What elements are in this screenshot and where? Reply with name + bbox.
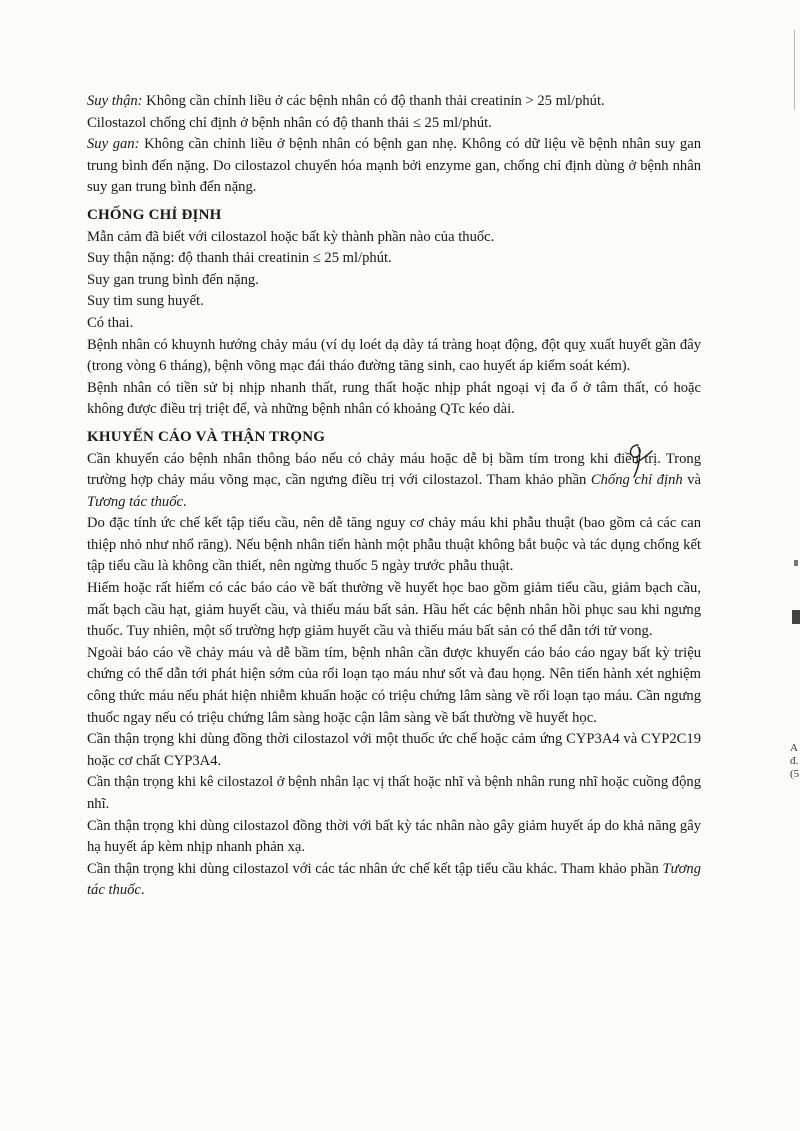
paragraph <box>87 816 701 859</box>
paragraph <box>87 335 701 378</box>
text-run: Cilostazol chống chỉ định ở bệnh nhân có độ thanh thải ≤ 25 ml/phút. <box>87 114 492 131</box>
document-body <box>87 91 701 902</box>
text-run: Bệnh nhân có tiền sử bị nhịp nhanh thất, rung thất hoặc nhịp phát ngoại vị đa ổ ở tâm thất, có hoặc không được điều trị triệt để, và những bệnh nhân có khoảng QTc kéo dài. <box>87 379 701 418</box>
paragraph <box>87 291 701 313</box>
italic-term: Tương tác thuốc <box>87 493 184 510</box>
italic-term: Suy thận: <box>87 93 143 109</box>
text-run: Cần khuyến cáo bệnh nhân thông báo nếu có chảy máu hoặc dễ bị bầm tím trong khi điều trị. Trong trường hợp chảy máu võng mạc, cần ngưng điều trị với cilostazol. Tham khảo phần <box>87 450 701 489</box>
paragraph <box>87 248 701 270</box>
edge-text-line: (5 <box>790 768 800 780</box>
italic-term: Chống chỉ định <box>590 472 683 489</box>
text-run: Suy thận nặng: độ thanh thải creatinin ≤ 25 ml/phút. <box>87 250 392 267</box>
text-run: Suy tim sung huyết. <box>87 293 204 310</box>
section-heading: KHUYẾN CÁO VÀ THẬN TRỌNG <box>87 428 326 445</box>
paragraph <box>87 227 701 249</box>
paragraph <box>87 449 701 514</box>
paragraph <box>87 729 701 772</box>
text-run: Ngoài báo cáo về chảy máu và dễ bầm tím, bệnh nhân cần được khuyến cáo báo cáo ngay bất kỳ triệu chứng có thể dẫn tới phát hiện sớm của rối loạn tạo máu như sốt và đau họng. Nên tiến hành xét nghiệm công thức máu nếu phát hiện nhiễm khuẩn hoặc có triệu chứng lâm sàng về rối loạn tạo máu. Cần ngưng thuốc ngay nếu có triệu chứng lâm sàng hoặc cận lâm sàng về bất thường về huyết học. <box>87 644 701 726</box>
paragraph <box>87 578 701 643</box>
text-run: và <box>682 472 701 489</box>
scan-edge-line <box>794 30 795 110</box>
text-run: Cần thận trọng khi dùng cilostazol đồng thời với bất kỳ tác nhân nào gây giảm huyết áp do khả năng gây hạ huyết áp kèm nhịp nhanh phản xạ. <box>87 817 701 856</box>
text-run: Cần thận trọng khi kê cilostazol ở bệnh nhân lạc vị thất hoặc nhĩ và bệnh nhân rung nhĩ hoặc cuồng động nhĩ. <box>87 774 701 812</box>
text-run: Mẫn cảm đã biết với cilostazol hoặc bất kỳ thành phần nào của thuốc. <box>87 228 495 245</box>
paragraph <box>87 378 701 421</box>
text-run: . <box>183 493 187 510</box>
handwritten-initial-signature <box>624 441 654 479</box>
text-run: Bệnh nhân có khuynh hướng chảy máu (ví dụ loét dạ dày tá tràng hoạt động, đột quỵ xuất huyết gần đây (trong vòng 6 tháng), bệnh võng mạc đái tháo đường tăng sinh, cao huyết áp kiểm soát kém). <box>87 336 701 375</box>
text-run: Do đặc tính ức chế kết tập tiểu cầu, nên dễ tăng nguy cơ chảy máu khi phẫu thuật (bao gồm cả các can thiệp nhỏ như nhổ răng). Nếu bệnh nhân tiến hành một phẫu thuật không bắt buộc và tác dụng chống kết tập tiểu cầu là không cần thiết, nên ngừng thuốc 5 ngày trước phẫu thuật. <box>87 515 701 575</box>
paragraph <box>87 643 701 729</box>
paragraph <box>87 134 701 199</box>
edge-text-line: đ. <box>790 755 799 767</box>
paragraph <box>87 513 701 578</box>
scan-edge-mark <box>794 560 798 566</box>
text-run: Suy gan trung bình đến nặng. <box>87 271 259 288</box>
paragraph <box>87 772 701 815</box>
text-run: Không cần chỉnh liều ở các bệnh nhân có độ thanh thải creatinin > 25 ml/phút. <box>142 93 605 109</box>
text-run: Cần thận trọng khi dùng cilostazol với các tác nhân ức chế kết tập tiểu cầu khác. Tham khảo phần <box>87 860 663 877</box>
text-run: . <box>140 882 145 899</box>
italic-term: Tương tác thuốc <box>87 860 701 899</box>
text-run: Hiếm hoặc rất hiếm có các báo cáo về bất thường về huyết học bao gồm giảm tiểu cầu, giảm bạch cầu, mất bạch cầu hạt, giảm huyết cầu, và thiếu máu bất sản. Hầu hết các bệnh nhân hồi phục sau khi ngưng thuốc. Tuy nhiên, một số trường hợp giảm huyết cầu và thiếu máu bất sản có thể dẫn tới tử vong. <box>87 580 701 640</box>
paragraph <box>87 113 701 135</box>
paragraph <box>87 91 701 113</box>
text-run: Không cần chỉnh liều ở bệnh nhân có bệnh gan nhẹ. Không có dữ liệu về bệnh nhân suy gan trung bình đến nặng. Do cilostazol chuyển hóa mạnh bởi enzyme gan, chống chỉ định dùng ở bệnh nhân suy gan trung bình đến nặng. <box>87 136 701 196</box>
text-run: Có thai. <box>87 314 134 331</box>
paragraph <box>87 859 701 902</box>
section-heading: CHỐNG CHỈ ĐỊNH <box>87 206 222 223</box>
edge-text-fragment <box>790 742 799 781</box>
paragraph <box>87 270 701 292</box>
edge-text-line: A <box>790 742 798 754</box>
scan-edge-mark <box>792 610 800 624</box>
paragraph <box>87 313 701 335</box>
italic-term: Suy gan: <box>87 136 140 153</box>
text-run: Cần thận trọng khi dùng đồng thời cilostazol với một thuốc ức chế hoặc cảm ứng CYP3A4 và CYP2C19 hoặc cơ chất CYP3A4. <box>87 731 701 769</box>
